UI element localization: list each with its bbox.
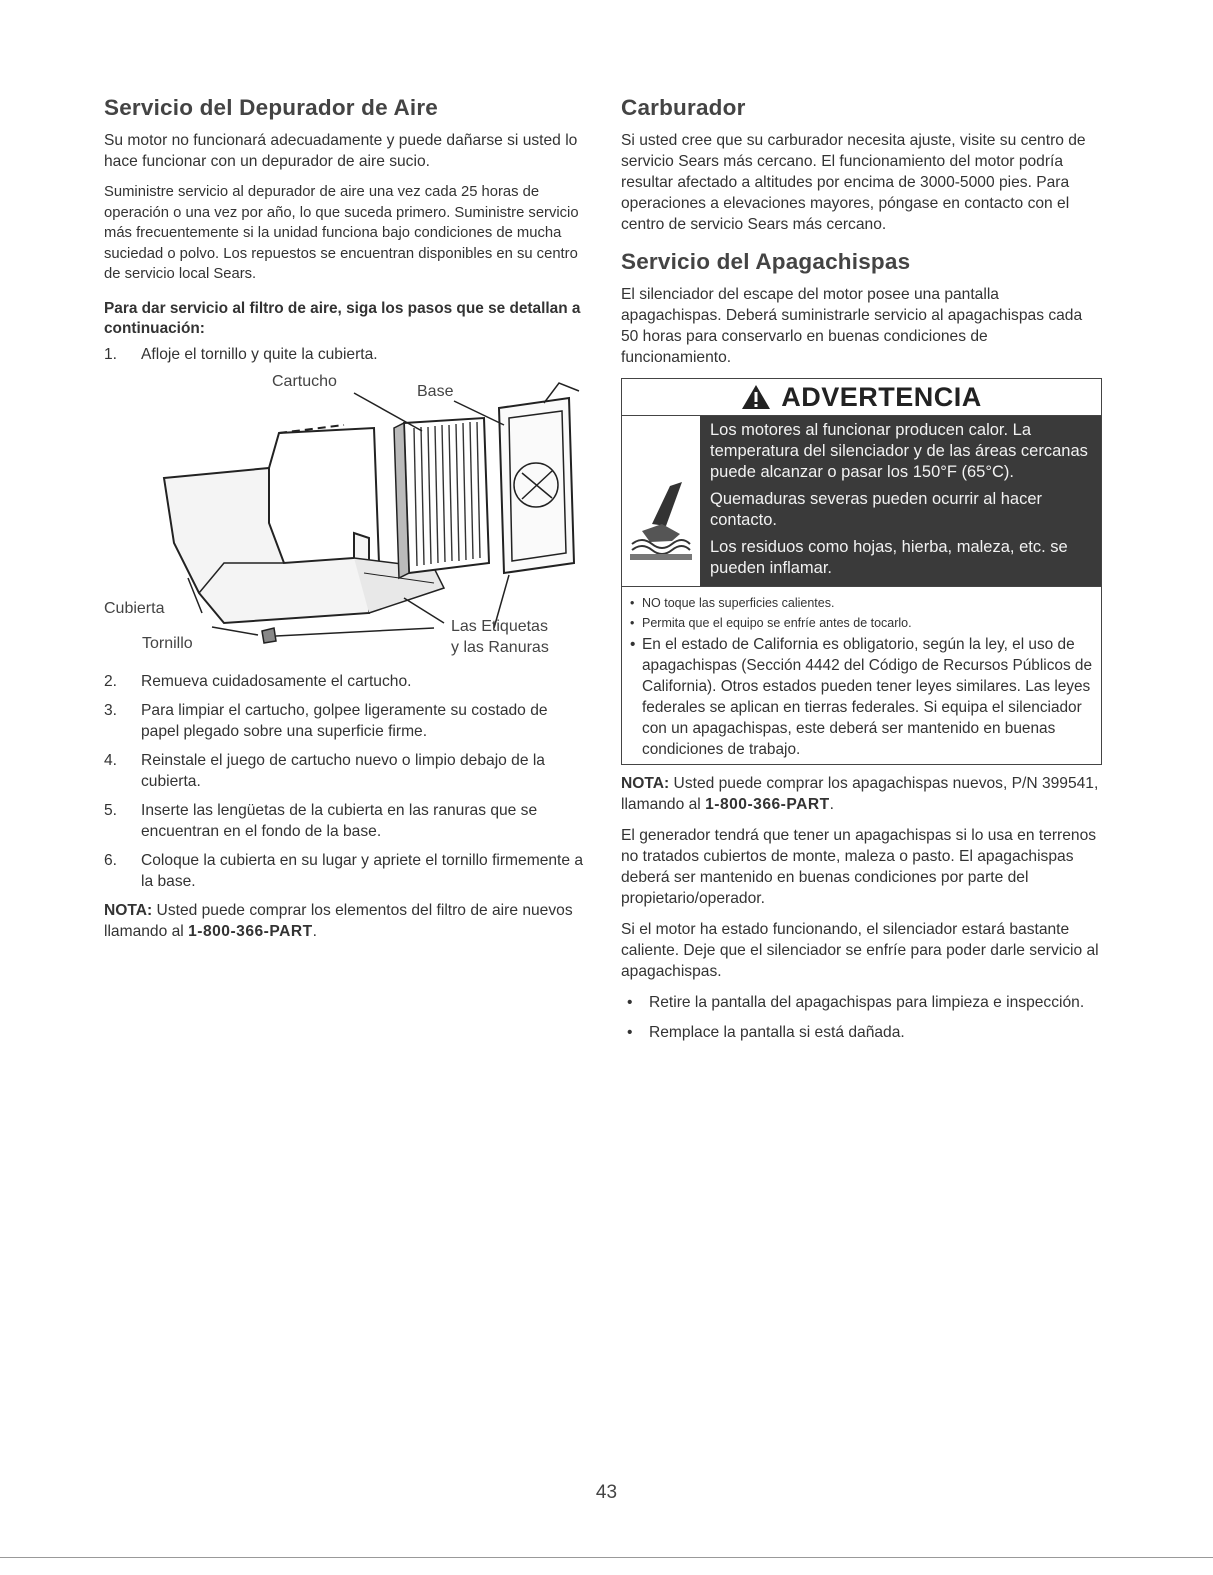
bullet-mark: • <box>630 636 636 653</box>
step-number: 5. <box>104 801 118 819</box>
step-4 <box>104 750 590 792</box>
bullet-text: Retire la pantalla del apagachispas para limpieza e inspección. <box>649 994 1085 1011</box>
warning-bullet-text: En el estado de California es obligatorio, según la ley, el uso de apagachispas (Sección 4442 del Código de Recursos Públicos de California). Otros estados pueden tener leyes similares. Las leyes federales se aplican en tierras federales. Si equipa el silenciador con un apagachispas, este deberá ser mantenido en buenas condiciones de trabajo. <box>642 636 1093 758</box>
warning-bullet-text: Permita que el equipo se enfríe antes de tocarlo. <box>642 616 912 630</box>
step-2 <box>104 671 590 692</box>
bullet-mark: • <box>630 596 635 610</box>
hot-surface-icon <box>622 416 700 586</box>
step-text: Coloque la cubierta en su lugar y apriete el tornillo firmemente a la base. <box>141 851 584 890</box>
hazard-line-1: Los motores al funcionar producen calor. La temperatura del silenciador y de las áreas cercanas puede alcanzar o pasar los 150°F (65°C). <box>710 421 1088 481</box>
step-number: 2. <box>104 672 118 690</box>
warning-bullet-1 <box>630 593 1093 613</box>
bullet-text: Remplace la pantalla si está dañada. <box>649 1024 905 1041</box>
cartridge-shape <box>394 418 489 578</box>
muffler-hot-text: Si el motor ha estado funcionando, el silenciador estará bastante caliente. Deje que el silenciador se enfríe para poder darle servicio al apagachispas. <box>621 921 1099 980</box>
label-ranuras: y las Ranuras <box>451 638 549 656</box>
spark-arrester-note <box>621 773 1102 815</box>
spark-arrester-requirement: El generador tendrá que tener un apagachispas si lo usa en terrenos no tratados cubiertos de monte, maleza o pasto. El apagachispas deberá ser mantenido en buenas condiciones por parte del propietario/operador. <box>621 827 1097 907</box>
bullet-mark: • <box>627 1024 633 1041</box>
bullet-replace-screen <box>621 1022 1102 1043</box>
step-number: 3. <box>104 701 118 719</box>
bullet-mark: • <box>630 616 635 630</box>
step-text: Para limpiar el cartucho, golpee ligeramente su costado de papel plegado sobre una superficie firme. <box>141 701 548 740</box>
spark-arrester-heading: Servicio del Apagachispas <box>621 249 911 274</box>
hazard-line-3: Los residuos como hojas, hierba, maleza, etc. se pueden inflamar. <box>710 538 1068 577</box>
carburetor-heading: Carburador <box>621 95 746 120</box>
left-column <box>104 95 590 952</box>
bottom-rule <box>0 1557 1213 1558</box>
warning-instructions <box>622 586 1101 764</box>
note-end: . <box>312 922 318 940</box>
label-etiquetas: Las Etiquetas <box>451 617 548 635</box>
page-number: 43 <box>595 1482 618 1503</box>
right-column <box>621 95 1102 1052</box>
step-text: Remueva cuidadosamente el cartucho. <box>141 672 412 690</box>
step-text: Reinstale el juego de cartucho nuevo o limpio debajo de la cubierta. <box>141 751 545 790</box>
air-cleaner-schedule: Suministre servicio al depurador de aire una vez cada 25 horas de operación o una vez por año, lo que suceda primero. Suministre servicio más frecuentemente si la unidad funciona bajo condiciones de mucha suciedad o polvo. Los repuestos se encuentran disponibles en su centro de servicio local Sears. <box>104 184 579 282</box>
warning-bullet-text: NO toque las superficies calientes. <box>642 596 835 610</box>
label-base: Base <box>417 382 454 400</box>
note-label: NOTA: <box>104 901 153 919</box>
warning-hazard-text <box>700 416 1101 586</box>
air-filter-steps-heading: Para dar servicio al filtro de aire, siga los pasos que se detallan a continuación: <box>104 299 581 337</box>
hazard-line-2: Quemaduras severas pueden ocurrir al hacer contacto. <box>710 490 1043 529</box>
warning-triangle-icon <box>741 384 771 410</box>
label-cubierta: Cubierta <box>104 599 165 617</box>
note-label: NOTA: <box>621 775 670 792</box>
air-cleaner-diagram <box>104 373 590 663</box>
air-filter-note <box>104 900 590 942</box>
step-5 <box>104 800 590 842</box>
warning-header <box>622 379 1101 416</box>
warning-bullet-3 <box>630 634 1093 760</box>
label-tornillo: Tornillo <box>142 634 193 652</box>
phone-number: 1-800-366-PART <box>188 922 313 940</box>
step-number: 1. <box>104 345 118 363</box>
step-text: Afloje el tornillo y quite la cubierta. <box>141 345 378 363</box>
note-text: Usted puede comprar los apagachispas nuevos, P/N 399541, llamando al <box>621 775 1099 813</box>
step-6 <box>104 850 590 892</box>
spark-arrester-intro: El silenciador del escape del motor posee una pantalla apagachispas. Deberá suministrarle servicio al apagachispas cada 50 horas para conservarlo en buenas condiciones de funcionamiento. <box>621 286 1083 366</box>
base-shape <box>499 383 579 573</box>
note-end: . <box>829 796 835 813</box>
phone-number: 1-800-366-PART <box>705 796 830 813</box>
bullet-mark: • <box>627 994 633 1011</box>
step-number: 4. <box>104 751 118 769</box>
step-1 <box>104 344 590 365</box>
air-cleaner-intro: Su motor no funcionará adecuadamente y puede dañarse si usted lo hace funcionar con un depurador de aire sucio. <box>104 132 578 170</box>
carburetor-text: Si usted cree que su carburador necesita ajuste, visite su centro de servicio Sears más cercano. El funcionamiento del motor podría resultar afectado a altitudes por encima de 3000-5000 pies. Para operaciones a elevaciones mayores, póngase en contacto con el centro de servicio Sears más cercano. <box>621 132 1086 233</box>
step-text: Inserte las lengüetas de la cubierta en las ranuras que se encuentran en el fondo de la base. <box>141 801 538 840</box>
step-3 <box>104 700 590 742</box>
warning-box <box>621 378 1102 765</box>
step-number: 6. <box>104 851 118 869</box>
warning-bullet-2 <box>630 613 1093 633</box>
air-cleaner-heading: Servicio del Depurador de Aire <box>104 95 439 120</box>
warning-main <box>622 416 1101 586</box>
bullet-remove-screen <box>621 992 1102 1013</box>
hot-surface-pictogram <box>622 416 700 586</box>
note-text: Usted puede comprar los elementos del filtro de aire nuevos llamando al <box>104 901 573 940</box>
warning-title: ADVERTENCIA <box>781 381 982 412</box>
label-cartucho: Cartucho <box>272 372 337 390</box>
